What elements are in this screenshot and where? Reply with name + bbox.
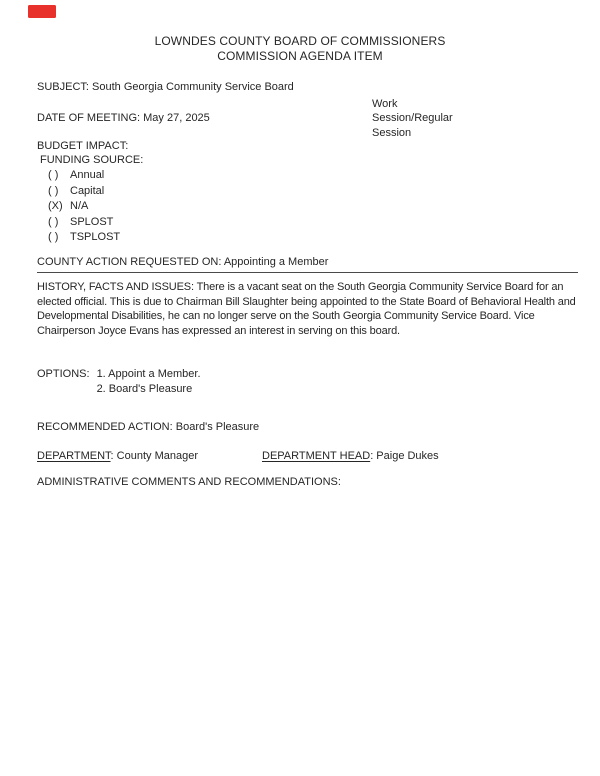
history-label: HISTORY, FACTS AND ISSUES:: [37, 281, 194, 293]
department-head-value: : Paige Dukes: [370, 450, 439, 462]
date-of-meeting-row: [37, 112, 210, 124]
county-action-row: [37, 256, 578, 273]
funding-option-splost: [48, 215, 120, 231]
department-label: DEPARTMENT: [37, 450, 111, 462]
subject-row: [37, 81, 294, 93]
funding-option-label: Capital: [70, 184, 105, 197]
red-stamp-badge: [28, 5, 56, 18]
recommended-action-row: [37, 421, 259, 433]
recommended-action-label: RECOMMENDED ACTION:: [37, 421, 173, 433]
funding-option-label: N/A: [70, 200, 89, 213]
date-of-meeting-value: May 27, 2025: [143, 112, 210, 124]
department-row: [37, 450, 578, 464]
options-list: [97, 367, 201, 396]
option-item-1: 1. Appoint a Member.: [96, 368, 201, 380]
options-section: [37, 367, 201, 396]
history-text: There is a vacant seat on the South Georgia Community Service Board for an elected official. This is due to Chairman Bill Slaughter being appointed to the State Board of Behavioral Health and Developmental Disabilities, he can no longer serve on the South Georgia Community Service Board. Vice Chairperson Joyce Evans has expressed an interest in serving on this board.: [37, 281, 576, 337]
option-item-2: 2. Board's Pleasure: [96, 382, 193, 395]
county-action-value: Appointing a Member: [223, 256, 329, 268]
checkbox-mark: ( ): [48, 169, 59, 181]
checkbox-mark: ( ): [48, 231, 59, 244]
subject-value: South Georgia Community Service Board: [92, 81, 294, 93]
options-label: OPTIONS:: [37, 368, 90, 380]
checkbox-mark: ( ): [48, 184, 59, 197]
admin-comments-label: ADMINISTRATIVE COMMENTS AND RECOMMENDATIONS:: [37, 476, 341, 488]
funding-source-label: FUNDING SOURCE:: [40, 154, 144, 166]
checkbox-mark: ( ): [48, 215, 59, 228]
funding-option-label: Annual: [70, 169, 105, 181]
funding-option-tsplost: [48, 230, 120, 246]
department-value: : County Manager: [110, 450, 198, 462]
department-head-label: DEPARTMENT HEAD: [262, 450, 371, 462]
subject-label: SUBJECT:: [37, 81, 89, 93]
funding-option-annual: [48, 168, 120, 184]
recommended-action-value: Board's Pleasure: [175, 421, 260, 433]
funding-option-label: SPLOST: [70, 215, 114, 228]
title-line-2: COMMISSION AGENDA ITEM: [217, 48, 383, 63]
funding-option-label: TSPLOST: [70, 231, 121, 244]
document-title: [0, 34, 600, 63]
title-line-1: LOWNDES COUNTY BOARD OF COMMISSIONERS: [154, 34, 446, 48]
funding-option-na: [48, 199, 120, 215]
funding-options-list: [48, 168, 120, 246]
county-action-label: COUNTY ACTION REQUESTED ON:: [37, 256, 222, 268]
date-of-meeting-label: DATE OF MEETING:: [37, 112, 141, 124]
funding-option-capital: [48, 184, 120, 200]
department-head-field: [262, 450, 439, 462]
session-type: Work Session/Regular Session: [372, 98, 453, 139]
checkbox-mark-checked: (X): [48, 200, 63, 213]
budget-impact-label: BUDGET IMPACT:: [37, 140, 129, 152]
department-field: [37, 450, 198, 462]
history-facts-issues: [37, 280, 582, 338]
